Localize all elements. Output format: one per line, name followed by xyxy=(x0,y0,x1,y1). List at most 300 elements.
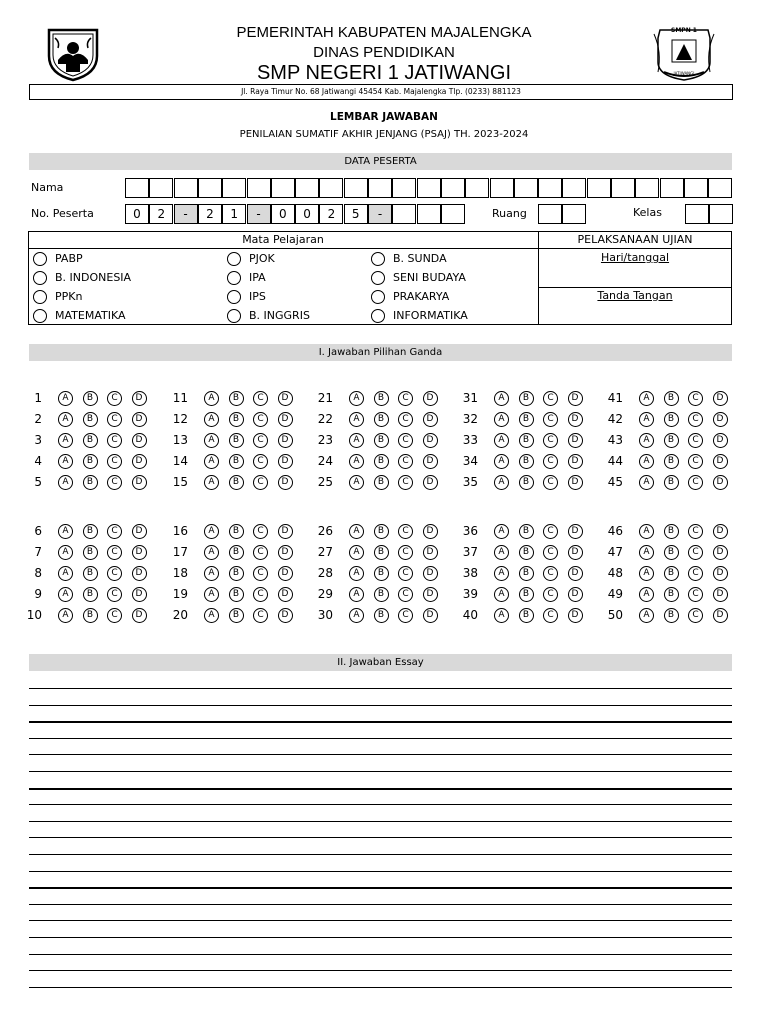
answer-option-a[interactable]: A xyxy=(639,587,654,602)
answer-option-d[interactable]: D xyxy=(278,391,293,406)
answer-option-d[interactable]: D xyxy=(423,587,438,602)
answer-option-a[interactable]: A xyxy=(494,608,509,623)
answer-option-a[interactable]: A xyxy=(639,524,654,539)
question-number: 23 xyxy=(317,433,333,447)
answer-option-c[interactable]: C xyxy=(107,524,122,539)
answer-option-d[interactable]: D xyxy=(423,454,438,469)
answer-option-c[interactable]: C xyxy=(543,433,558,448)
header-line2: DINAS PENDIDIKAN xyxy=(313,44,455,61)
answer-option-c[interactable]: C xyxy=(688,566,703,581)
answer-option-a[interactable]: A xyxy=(494,524,509,539)
answer-option-d[interactable]: D xyxy=(132,545,147,560)
no-peserta-char-box[interactable]: 5 xyxy=(344,204,368,224)
question-number: 4 xyxy=(34,454,42,468)
essay-answer-line[interactable] xyxy=(29,937,732,938)
answer-option-a[interactable]: A xyxy=(349,433,364,448)
nama-char-box[interactable] xyxy=(174,178,198,198)
answer-option-b[interactable]: B xyxy=(83,545,98,560)
answer-option-b[interactable]: B xyxy=(374,566,389,581)
answer-option-a[interactable]: A xyxy=(639,545,654,560)
answer-option-b[interactable]: B xyxy=(519,433,534,448)
answer-option-a[interactable]: A xyxy=(639,566,654,581)
nama-input-boxes[interactable] xyxy=(125,178,733,198)
question-number: 42 xyxy=(607,412,623,426)
answer-option-c[interactable]: C xyxy=(107,475,122,490)
answer-option-d[interactable]: D xyxy=(132,587,147,602)
answer-option-c[interactable]: C xyxy=(253,454,268,469)
answer-option-b[interactable]: B xyxy=(83,454,98,469)
answer-option-b[interactable]: B xyxy=(83,433,98,448)
answer-option-b[interactable]: B xyxy=(83,566,98,581)
answer-option-b[interactable]: B xyxy=(519,412,534,427)
essay-answer-line[interactable] xyxy=(29,954,732,955)
answer-option-c[interactable]: C xyxy=(107,566,122,581)
answer-option-a[interactable]: A xyxy=(494,433,509,448)
answer-option-d[interactable]: D xyxy=(713,433,728,448)
answer-option-b[interactable]: B xyxy=(664,391,679,406)
no-peserta-char-box[interactable] xyxy=(417,204,441,224)
no-peserta-char-box[interactable]: 0 xyxy=(125,204,149,224)
answer-option-d[interactable]: D xyxy=(568,412,583,427)
no-peserta-char-box[interactable] xyxy=(392,204,416,224)
answer-option-a[interactable]: A xyxy=(494,545,509,560)
subject-radio-circle[interactable] xyxy=(33,252,47,266)
no-peserta-char-box[interactable]: 0 xyxy=(271,204,295,224)
answer-option-d[interactable]: D xyxy=(423,545,438,560)
subject-radio-circle[interactable] xyxy=(371,290,385,304)
answer-option-b[interactable]: B xyxy=(519,524,534,539)
answer-option-b[interactable]: B xyxy=(519,587,534,602)
answer-option-b[interactable]: B xyxy=(83,608,98,623)
essay-answer-line[interactable] xyxy=(29,688,732,689)
no-peserta-char-box[interactable]: - xyxy=(368,204,392,224)
answer-option-c[interactable]: C xyxy=(543,566,558,581)
answer-option-d[interactable]: D xyxy=(568,545,583,560)
answer-option-a[interactable]: A xyxy=(204,433,219,448)
answer-option-a[interactable]: A xyxy=(639,412,654,427)
answer-option-c[interactable]: C xyxy=(688,475,703,490)
answer-option-b[interactable]: B xyxy=(664,412,679,427)
essay-answer-line[interactable] xyxy=(29,821,732,822)
answer-option-c[interactable]: C xyxy=(543,524,558,539)
answer-option-b[interactable]: B xyxy=(374,545,389,560)
subject-radio-circle[interactable] xyxy=(371,309,385,323)
answer-option-a[interactable]: A xyxy=(58,412,73,427)
answer-option-d[interactable]: D xyxy=(278,545,293,560)
nama-char-box[interactable] xyxy=(149,178,173,198)
answer-option-a[interactable]: A xyxy=(494,587,509,602)
answer-option-c[interactable]: C xyxy=(688,454,703,469)
answer-option-c[interactable]: C xyxy=(398,475,413,490)
answer-option-c[interactable]: C xyxy=(107,433,122,448)
question-number: 40 xyxy=(462,608,478,622)
question-number: 29 xyxy=(317,587,333,601)
question-number: 14 xyxy=(172,454,188,468)
answer-option-b[interactable]: B xyxy=(83,412,98,427)
answer-option-d[interactable]: D xyxy=(568,587,583,602)
answer-option-b[interactable]: B xyxy=(519,454,534,469)
essay-answer-line[interactable] xyxy=(29,970,732,971)
answer-option-d[interactable]: D xyxy=(278,475,293,490)
answer-option-b[interactable]: B xyxy=(519,475,534,490)
subject-radio-circle[interactable] xyxy=(33,290,47,304)
subject-radio-circle[interactable] xyxy=(33,309,47,323)
subject-radio-circle[interactable] xyxy=(227,290,241,304)
question-number: 46 xyxy=(607,524,623,538)
answer-option-b[interactable]: B xyxy=(519,608,534,623)
answer-option-c[interactable]: C xyxy=(107,587,122,602)
answer-option-b[interactable]: B xyxy=(664,454,679,469)
answer-option-d[interactable]: D xyxy=(278,454,293,469)
nama-char-box[interactable] xyxy=(392,178,416,198)
answer-option-d[interactable]: D xyxy=(132,412,147,427)
answer-option-b[interactable]: B xyxy=(229,587,244,602)
answer-option-a[interactable]: A xyxy=(204,391,219,406)
answer-option-a[interactable]: A xyxy=(349,524,364,539)
answer-option-c[interactable]: C xyxy=(398,412,413,427)
answer-option-d[interactable]: D xyxy=(132,608,147,623)
answer-option-c[interactable]: C xyxy=(398,608,413,623)
nama-char-box[interactable] xyxy=(635,178,659,198)
answer-option-c[interactable]: C xyxy=(253,608,268,623)
answer-option-a[interactable]: A xyxy=(204,524,219,539)
question-number: 1 xyxy=(34,391,42,405)
answer-option-d[interactable]: D xyxy=(568,524,583,539)
answer-option-a[interactable]: A xyxy=(349,608,364,623)
nama-char-box[interactable] xyxy=(271,178,295,198)
essay-answer-line[interactable] xyxy=(29,705,732,706)
essay-answer-line[interactable] xyxy=(29,854,732,855)
subject-label: PJOK xyxy=(249,252,275,265)
answer-option-c[interactable]: C xyxy=(398,433,413,448)
answer-option-c[interactable]: C xyxy=(253,475,268,490)
question-number: 50 xyxy=(607,608,623,622)
answer-option-c[interactable]: C xyxy=(688,608,703,623)
answer-option-d[interactable]: D xyxy=(132,433,147,448)
answer-option-c[interactable]: C xyxy=(543,608,558,623)
answer-option-b[interactable]: B xyxy=(83,524,98,539)
no-peserta-char-box[interactable]: 2 xyxy=(319,204,343,224)
nama-char-box[interactable] xyxy=(247,178,271,198)
answer-option-a[interactable]: A xyxy=(58,391,73,406)
answer-option-c[interactable]: C xyxy=(543,475,558,490)
answer-option-b[interactable]: B xyxy=(229,433,244,448)
answer-option-d[interactable]: D xyxy=(713,524,728,539)
answer-option-a[interactable]: A xyxy=(58,475,73,490)
answer-option-d[interactable]: D xyxy=(713,391,728,406)
answer-option-b[interactable]: B xyxy=(83,587,98,602)
answer-option-a[interactable]: A xyxy=(349,566,364,581)
answer-option-a[interactable]: A xyxy=(204,475,219,490)
question-number: 15 xyxy=(172,475,188,489)
subject-radio-circle[interactable] xyxy=(227,309,241,323)
answer-option-d[interactable]: D xyxy=(713,608,728,623)
answer-option-d[interactable]: D xyxy=(568,566,583,581)
answer-option-b[interactable]: B xyxy=(664,566,679,581)
answer-option-d[interactable]: D xyxy=(278,587,293,602)
essay-answer-line[interactable] xyxy=(29,871,732,872)
answer-option-a[interactable]: A xyxy=(204,412,219,427)
answer-option-a[interactable]: A xyxy=(494,454,509,469)
kelas-box-2[interactable] xyxy=(709,204,733,224)
subject-radio-circle[interactable] xyxy=(227,252,241,266)
nama-char-box[interactable] xyxy=(562,178,586,198)
answer-option-c[interactable]: C xyxy=(688,524,703,539)
answer-option-c[interactable]: C xyxy=(688,412,703,427)
subject-radio-circle[interactable] xyxy=(33,271,47,285)
answer-option-d[interactable]: D xyxy=(132,566,147,581)
answer-option-d[interactable]: D xyxy=(713,475,728,490)
answer-option-b[interactable]: B xyxy=(374,454,389,469)
answer-option-c[interactable]: C xyxy=(543,454,558,469)
answer-option-c[interactable]: C xyxy=(688,391,703,406)
answer-option-b[interactable]: B xyxy=(374,391,389,406)
nama-char-box[interactable] xyxy=(441,178,465,198)
answer-option-d[interactable]: D xyxy=(278,433,293,448)
no-peserta-char-box[interactable]: - xyxy=(174,204,198,224)
answer-option-a[interactable]: A xyxy=(204,545,219,560)
answer-option-b[interactable]: B xyxy=(664,524,679,539)
subject-radio-circle[interactable] xyxy=(227,271,241,285)
answer-option-c[interactable]: C xyxy=(107,391,122,406)
answer-option-a[interactable]: A xyxy=(639,608,654,623)
answer-option-a[interactable]: A xyxy=(349,475,364,490)
answer-option-b[interactable]: B xyxy=(83,475,98,490)
ruang-box-1[interactable] xyxy=(538,204,562,224)
answer-option-a[interactable]: A xyxy=(58,608,73,623)
answer-option-c[interactable]: C xyxy=(398,566,413,581)
essay-answer-line[interactable] xyxy=(29,887,732,889)
answer-option-d[interactable]: D xyxy=(278,608,293,623)
answer-option-d[interactable]: D xyxy=(423,475,438,490)
answer-option-a[interactable]: A xyxy=(204,566,219,581)
nama-char-box[interactable] xyxy=(660,178,684,198)
answer-option-a[interactable]: A xyxy=(349,545,364,560)
answer-option-c[interactable]: C xyxy=(253,412,268,427)
answer-option-c[interactable]: C xyxy=(107,412,122,427)
answer-option-b[interactable]: B xyxy=(664,587,679,602)
answer-option-a[interactable]: A xyxy=(639,391,654,406)
answer-option-a[interactable]: A xyxy=(639,433,654,448)
answer-option-d[interactable]: D xyxy=(568,608,583,623)
answer-option-a[interactable]: A xyxy=(204,608,219,623)
answer-option-d[interactable]: D xyxy=(423,412,438,427)
answer-option-c[interactable]: C xyxy=(253,391,268,406)
subject-radio-circle[interactable] xyxy=(371,252,385,266)
answer-option-b[interactable]: B xyxy=(229,524,244,539)
nama-char-box[interactable] xyxy=(125,178,149,198)
no-peserta-char-box[interactable]: 1 xyxy=(222,204,246,224)
answer-option-a[interactable]: A xyxy=(349,587,364,602)
nama-char-box[interactable] xyxy=(611,178,635,198)
nama-char-box[interactable] xyxy=(222,178,246,198)
answer-option-b[interactable]: B xyxy=(229,454,244,469)
answer-option-d[interactable]: D xyxy=(132,524,147,539)
answer-option-c[interactable]: C xyxy=(398,524,413,539)
answer-option-a[interactable]: A xyxy=(58,587,73,602)
answer-option-d[interactable]: D xyxy=(423,433,438,448)
essay-answer-line[interactable] xyxy=(29,987,732,988)
nama-char-box[interactable] xyxy=(708,178,732,198)
essay-answer-line[interactable] xyxy=(29,788,732,790)
no-peserta-char-box[interactable] xyxy=(441,204,465,224)
essay-answer-line[interactable] xyxy=(29,754,732,755)
answer-option-a[interactable]: A xyxy=(494,412,509,427)
nama-char-box[interactable] xyxy=(319,178,343,198)
answer-option-c[interactable]: C xyxy=(543,587,558,602)
answer-option-a[interactable]: A xyxy=(58,524,73,539)
no-peserta-char-box[interactable]: 2 xyxy=(198,204,222,224)
answer-option-d[interactable]: D xyxy=(713,566,728,581)
answer-option-d[interactable]: D xyxy=(423,608,438,623)
answer-option-c[interactable]: C xyxy=(688,433,703,448)
answer-option-b[interactable]: B xyxy=(374,587,389,602)
answer-option-a[interactable]: A xyxy=(639,475,654,490)
no-peserta-char-box[interactable]: 0 xyxy=(295,204,319,224)
answer-option-c[interactable]: C xyxy=(253,545,268,560)
answer-option-b[interactable]: B xyxy=(229,475,244,490)
answer-option-a[interactable]: A xyxy=(58,545,73,560)
answer-option-a[interactable]: A xyxy=(58,566,73,581)
answer-option-d[interactable]: D xyxy=(278,412,293,427)
essay-answer-line[interactable] xyxy=(29,721,732,723)
no-peserta-label: No. Peserta xyxy=(31,207,94,220)
nama-char-box[interactable] xyxy=(198,178,222,198)
no-peserta-char-box[interactable]: 2 xyxy=(149,204,173,224)
answer-option-d[interactable]: D xyxy=(568,454,583,469)
answer-option-b[interactable]: B xyxy=(229,412,244,427)
nama-char-box[interactable] xyxy=(344,178,368,198)
answer-option-b[interactable]: B xyxy=(229,608,244,623)
kelas-box-1[interactable] xyxy=(685,204,709,224)
answer-option-b[interactable]: B xyxy=(374,433,389,448)
answer-option-a[interactable]: A xyxy=(494,391,509,406)
answer-option-d[interactable]: D xyxy=(132,475,147,490)
answer-option-b[interactable]: B xyxy=(83,391,98,406)
answer-option-b[interactable]: B xyxy=(519,391,534,406)
answer-option-d[interactable]: D xyxy=(132,391,147,406)
answer-option-c[interactable]: C xyxy=(107,454,122,469)
kelas-label: Kelas xyxy=(633,206,662,219)
answer-option-d[interactable]: D xyxy=(423,566,438,581)
answer-option-b[interactable]: B xyxy=(519,566,534,581)
question-number: 5 xyxy=(34,475,42,489)
nama-char-box[interactable] xyxy=(587,178,611,198)
answer-option-b[interactable]: B xyxy=(229,566,244,581)
nama-char-box[interactable] xyxy=(490,178,514,198)
answer-option-a[interactable]: A xyxy=(349,391,364,406)
answer-option-c[interactable]: C xyxy=(543,412,558,427)
answer-option-c[interactable]: C xyxy=(398,391,413,406)
answer-option-d[interactable]: D xyxy=(568,433,583,448)
question-number: 33 xyxy=(462,433,478,447)
answer-option-a[interactable]: A xyxy=(204,454,219,469)
subject-label: SENI BUDAYA xyxy=(393,271,466,284)
answer-option-c[interactable]: C xyxy=(107,608,122,623)
essay-answer-line[interactable] xyxy=(29,771,732,772)
answer-option-c[interactable]: C xyxy=(253,524,268,539)
nama-char-box[interactable] xyxy=(295,178,319,198)
essay-answer-line[interactable] xyxy=(29,804,732,805)
nama-char-box[interactable] xyxy=(417,178,441,198)
answer-option-b[interactable]: B xyxy=(664,475,679,490)
essay-answer-line[interactable] xyxy=(29,837,732,838)
answer-option-c[interactable]: C xyxy=(543,391,558,406)
answer-option-d[interactable]: D xyxy=(423,391,438,406)
nama-char-box[interactable] xyxy=(368,178,392,198)
answer-option-b[interactable]: B xyxy=(374,608,389,623)
nama-char-box[interactable] xyxy=(684,178,708,198)
answer-option-d[interactable]: D xyxy=(713,454,728,469)
nama-char-box[interactable] xyxy=(514,178,538,198)
answer-option-b[interactable]: B xyxy=(374,412,389,427)
subject-radio-circle[interactable] xyxy=(371,271,385,285)
answer-option-d[interactable]: D xyxy=(132,454,147,469)
answer-option-d[interactable]: D xyxy=(278,566,293,581)
essay-answer-line[interactable] xyxy=(29,904,732,905)
essay-answer-line[interactable] xyxy=(29,738,732,739)
question-number: 49 xyxy=(607,587,623,601)
answer-option-d[interactable]: D xyxy=(713,587,728,602)
no-peserta-char-box[interactable]: - xyxy=(247,204,271,224)
sheet-subtitle: PENILAIAN SUMATIF AKHIR JENJANG (PSAJ) TH. 2023-2024 xyxy=(239,129,529,140)
answer-option-c[interactable]: C xyxy=(688,545,703,560)
ruang-box-2[interactable] xyxy=(562,204,586,224)
answer-option-a[interactable]: A xyxy=(494,475,509,490)
answer-option-a[interactable]: A xyxy=(58,454,73,469)
answer-option-c[interactable]: C xyxy=(398,545,413,560)
answer-option-b[interactable]: B xyxy=(374,475,389,490)
nama-char-box[interactable] xyxy=(538,178,562,198)
answer-option-a[interactable]: A xyxy=(349,454,364,469)
question-number: 41 xyxy=(607,391,623,405)
answer-option-b[interactable]: B xyxy=(664,608,679,623)
answer-option-a[interactable]: A xyxy=(58,433,73,448)
answer-option-d[interactable]: D xyxy=(713,412,728,427)
answer-option-b[interactable]: B xyxy=(664,545,679,560)
answer-option-c[interactable]: C xyxy=(398,454,413,469)
answer-option-b[interactable]: B xyxy=(374,524,389,539)
answer-option-c[interactable]: C xyxy=(543,545,558,560)
answer-option-d[interactable]: D xyxy=(278,524,293,539)
essay-answer-line[interactable] xyxy=(29,920,732,921)
answer-option-b[interactable]: B xyxy=(519,545,534,560)
nama-char-box[interactable] xyxy=(465,178,489,198)
answer-option-d[interactable]: D xyxy=(568,391,583,406)
header-school-name: SMP NEGERI 1 JATIWANGI xyxy=(256,62,512,84)
answer-option-a[interactable]: A xyxy=(349,412,364,427)
answer-option-b[interactable]: B xyxy=(229,391,244,406)
question-number: 47 xyxy=(607,545,623,559)
answer-option-c[interactable]: C xyxy=(253,587,268,602)
answer-option-d[interactable]: D xyxy=(423,524,438,539)
no-peserta-input-boxes[interactable] xyxy=(125,204,467,224)
answer-option-d[interactable]: D xyxy=(568,475,583,490)
answer-option-c[interactable]: C xyxy=(398,587,413,602)
answer-option-a[interactable]: A xyxy=(494,566,509,581)
question-number: 24 xyxy=(317,454,333,468)
answer-option-c[interactable]: C xyxy=(107,545,122,560)
answer-option-d[interactable]: D xyxy=(713,545,728,560)
answer-option-a[interactable]: A xyxy=(639,454,654,469)
answer-option-c[interactable]: C xyxy=(253,433,268,448)
answer-option-b[interactable]: B xyxy=(664,433,679,448)
answer-option-c[interactable]: C xyxy=(253,566,268,581)
question-number: 22 xyxy=(317,412,333,426)
answer-option-a[interactable]: A xyxy=(204,587,219,602)
answer-option-c[interactable]: C xyxy=(688,587,703,602)
answer-option-b[interactable]: B xyxy=(229,545,244,560)
